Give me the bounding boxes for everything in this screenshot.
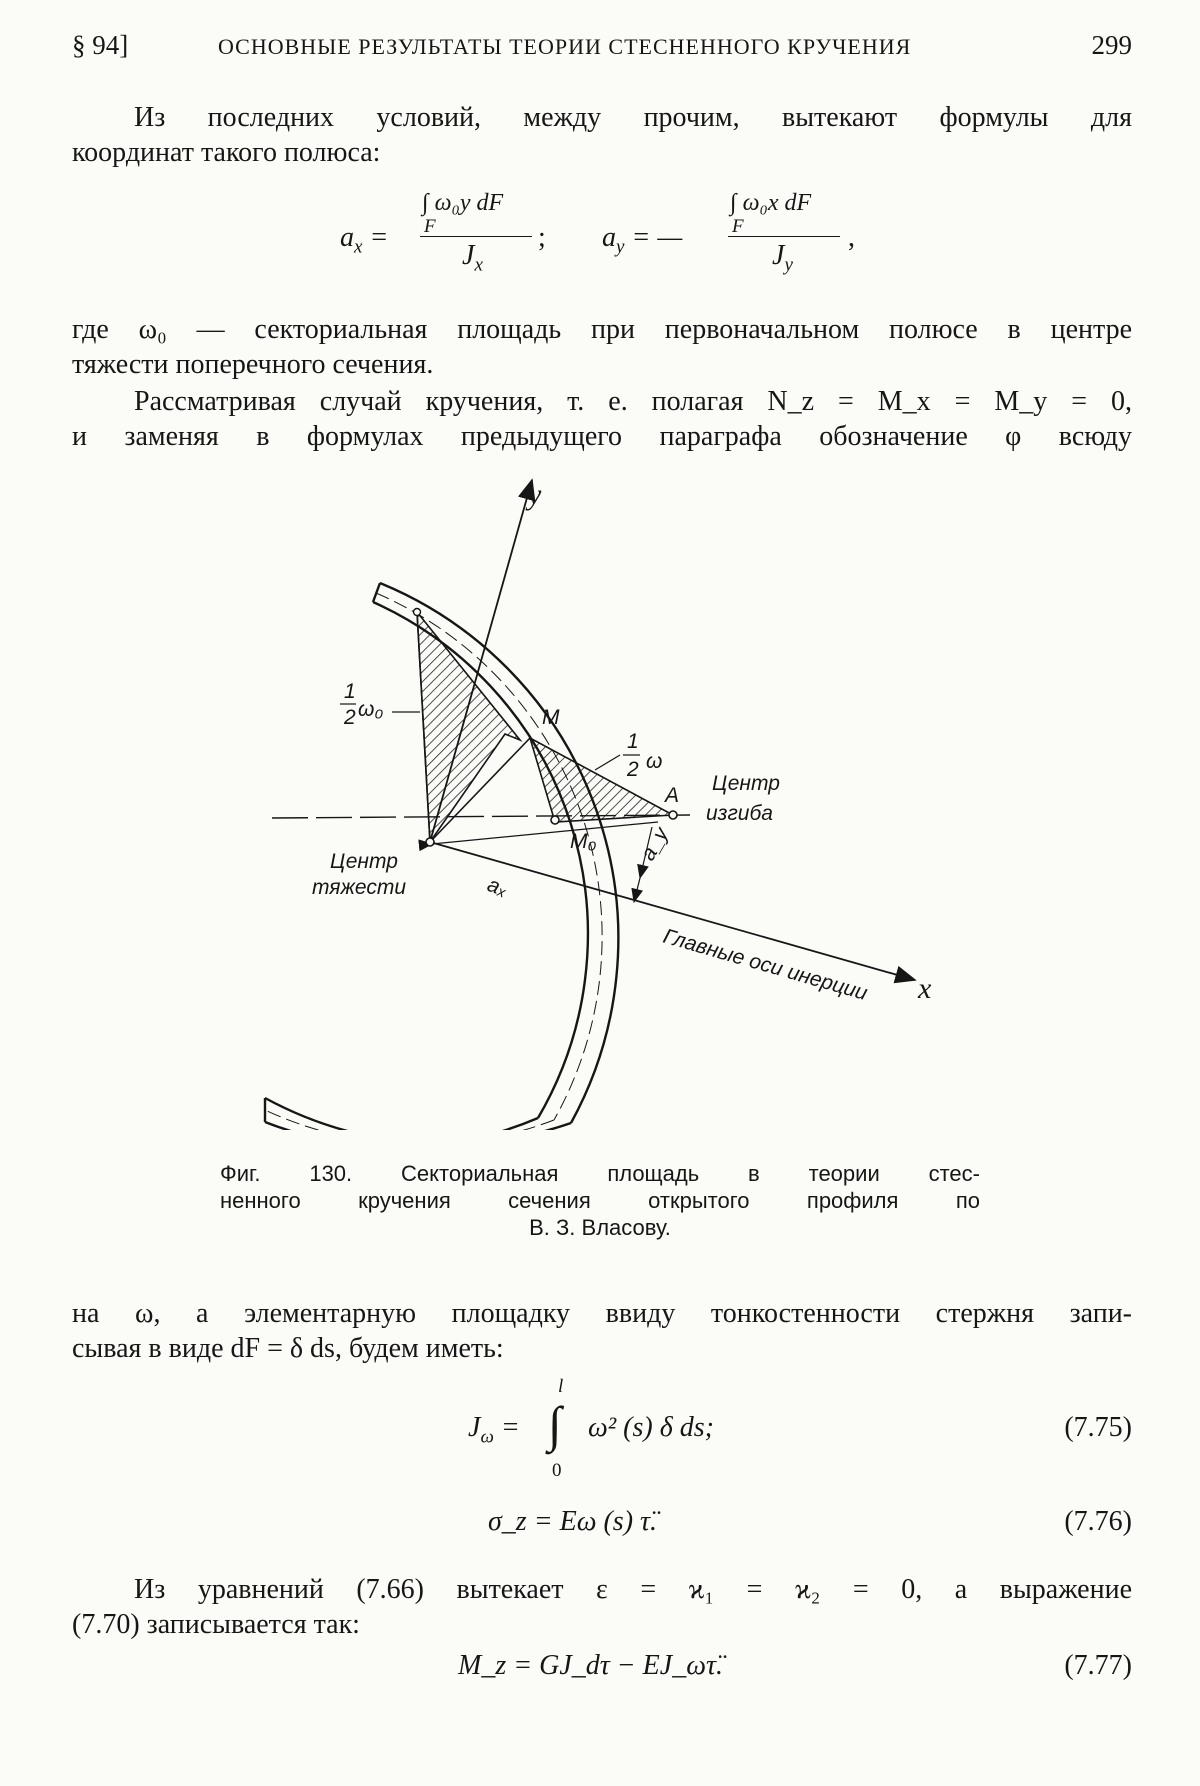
text-line: (7.70) записывается так: (72, 1609, 360, 1640)
profile-inner-edge (373, 602, 588, 1118)
label-ay: a_y (636, 823, 674, 865)
figure-caption (220, 1160, 980, 1241)
page-number: 299 (1091, 30, 1132, 60)
text-line: где ω₀ — секториальная площадь при первоначальном полюсе в центре (72, 314, 1132, 345)
equation-7-77 (440, 1650, 1132, 1690)
label-bend-center-2: изгиба (706, 802, 773, 825)
profile-top-cap (373, 583, 380, 602)
x-axis (430, 842, 915, 980)
paragraph-thin-walled (72, 1296, 1132, 1366)
running-header (72, 30, 1132, 70)
fraction-bar (420, 236, 532, 237)
point-top (414, 609, 421, 616)
text-line: Из последних условий, между прочим, вытекают формулы для (134, 102, 1132, 133)
formula-separator: ; (538, 222, 546, 253)
point-M0 (551, 816, 559, 824)
text-line: на ω, а элементарную площадку ввиду тонкостенности стержня запи- (72, 1298, 1132, 1329)
running-title: ОСНОВНЫЕ РЕЗУЛЬТАТЫ ТЕОРИИ СТЕСНЕННОГО КРУЧЕНИЯ (218, 34, 912, 59)
formula-ax-numerator: ∫ ω₀y dF (422, 190, 504, 216)
equation-number: (7.75) (1064, 1412, 1132, 1443)
formula-ay-lhs: $a_y$ = — (602, 222, 683, 258)
point-gravity-center (426, 838, 434, 846)
text-line: Рассматривая случай кручения, т. е. полагая N_z = M_x = M_y = 0, (134, 386, 1132, 417)
svg-text:2: 2 (344, 706, 356, 729)
label-gravity-center-1: Центр (330, 850, 398, 873)
svg-text:ω: ω (646, 750, 663, 773)
figure-130-sectorial-area (0, 470, 1200, 1130)
leader-half-omega (595, 755, 620, 770)
caption-line: ненного кручения сечения открытого профиля по (220, 1188, 980, 1213)
formula-end: , (848, 222, 855, 253)
text-line: и заменяя в формулах предыдущего параграфа обозначение φ всюду (72, 421, 1132, 452)
svg-text:1: 1 (627, 730, 639, 753)
equation-7-75 (440, 1376, 1132, 1486)
label-ax: aₓ (484, 873, 511, 902)
equation-7-76 (440, 1506, 1132, 1546)
label-half-omega0 (340, 680, 383, 729)
eq75-upper-limit: l (558, 1376, 564, 1397)
label-y-axis: y (528, 478, 542, 511)
profile-outer-edge (380, 583, 618, 1123)
eq76-body: σ_z = Eω (s) τ̈. (488, 1506, 658, 1537)
formula-ax-lhs: $a_x$ = (340, 222, 389, 258)
paragraph-sectorial-area (72, 312, 1132, 382)
label-gravity-center-2: тяжести (312, 876, 407, 899)
paragraph-equations (72, 1572, 1132, 1642)
formula-ay-num-domain: F (732, 216, 744, 237)
label-M: M (542, 706, 560, 729)
equation-number: (7.76) (1064, 1506, 1132, 1537)
eq75-lhs: $J_\omega$ = (468, 1412, 520, 1448)
caption-line: В. З. Власову. (529, 1215, 671, 1240)
profile-inner-tail (265, 1118, 538, 1130)
profile-mid-line (376, 593, 602, 1120)
formula-ay-denominator: $J_y$ (772, 240, 793, 276)
profile-outer-tail (265, 1098, 571, 1130)
label-x-axis: x (918, 972, 932, 1005)
section-number: § 94] (72, 30, 129, 60)
paragraph-pole-coordinates (72, 100, 1132, 170)
paragraph-torsion-case (72, 384, 1132, 454)
text-line: тяжести поперечного сечения. (72, 349, 434, 380)
fraction-bar (728, 236, 840, 237)
formula-ax-num-domain: F (424, 216, 436, 237)
hatched-area-half-omega0 (417, 612, 520, 842)
dimension-ax (432, 822, 658, 844)
formula-pole-coordinates (340, 190, 880, 280)
eq77-body: M_z = GJ_dτ − EJ_ωτ̈. (458, 1650, 724, 1681)
eq75-body: ω² (s) δ ds; (588, 1412, 714, 1443)
dimension-ay-lower (634, 878, 640, 902)
label-A: A (665, 784, 680, 807)
eq75-lower-limit: 0 (552, 1460, 562, 1481)
formula-ax-denominator: $J_x$ (462, 240, 483, 276)
svg-text:2: 2 (627, 758, 639, 781)
profile-mid-tail (265, 1110, 554, 1130)
text-line: сывая в виде dF = δ ds, будем иметь: (72, 1333, 504, 1364)
label-principal-axes: Главные оси инерции (660, 924, 870, 1006)
equation-number: (7.77) (1064, 1650, 1132, 1681)
svg-text:1: 1 (344, 680, 356, 703)
label-half-omega (623, 730, 662, 781)
text-line: Из уравнений (7.66) вытекает ε = ϰ₁ = ϰ₂ = 0, а выражение (134, 1574, 1132, 1605)
formula-ay-numerator: ∫ ω₀x dF (730, 190, 812, 216)
label-bend-center-1: Центр (712, 772, 780, 795)
text-line: координат такого полюса: (72, 137, 381, 168)
label-M0: M₀ (570, 830, 597, 853)
point-A (669, 811, 677, 819)
integral-sign: ∫ (548, 1396, 562, 1452)
caption-line: Фиг. 130. Секториальная площадь в теории стес- (220, 1161, 980, 1186)
svg-text:ω₀: ω₀ (358, 698, 384, 721)
